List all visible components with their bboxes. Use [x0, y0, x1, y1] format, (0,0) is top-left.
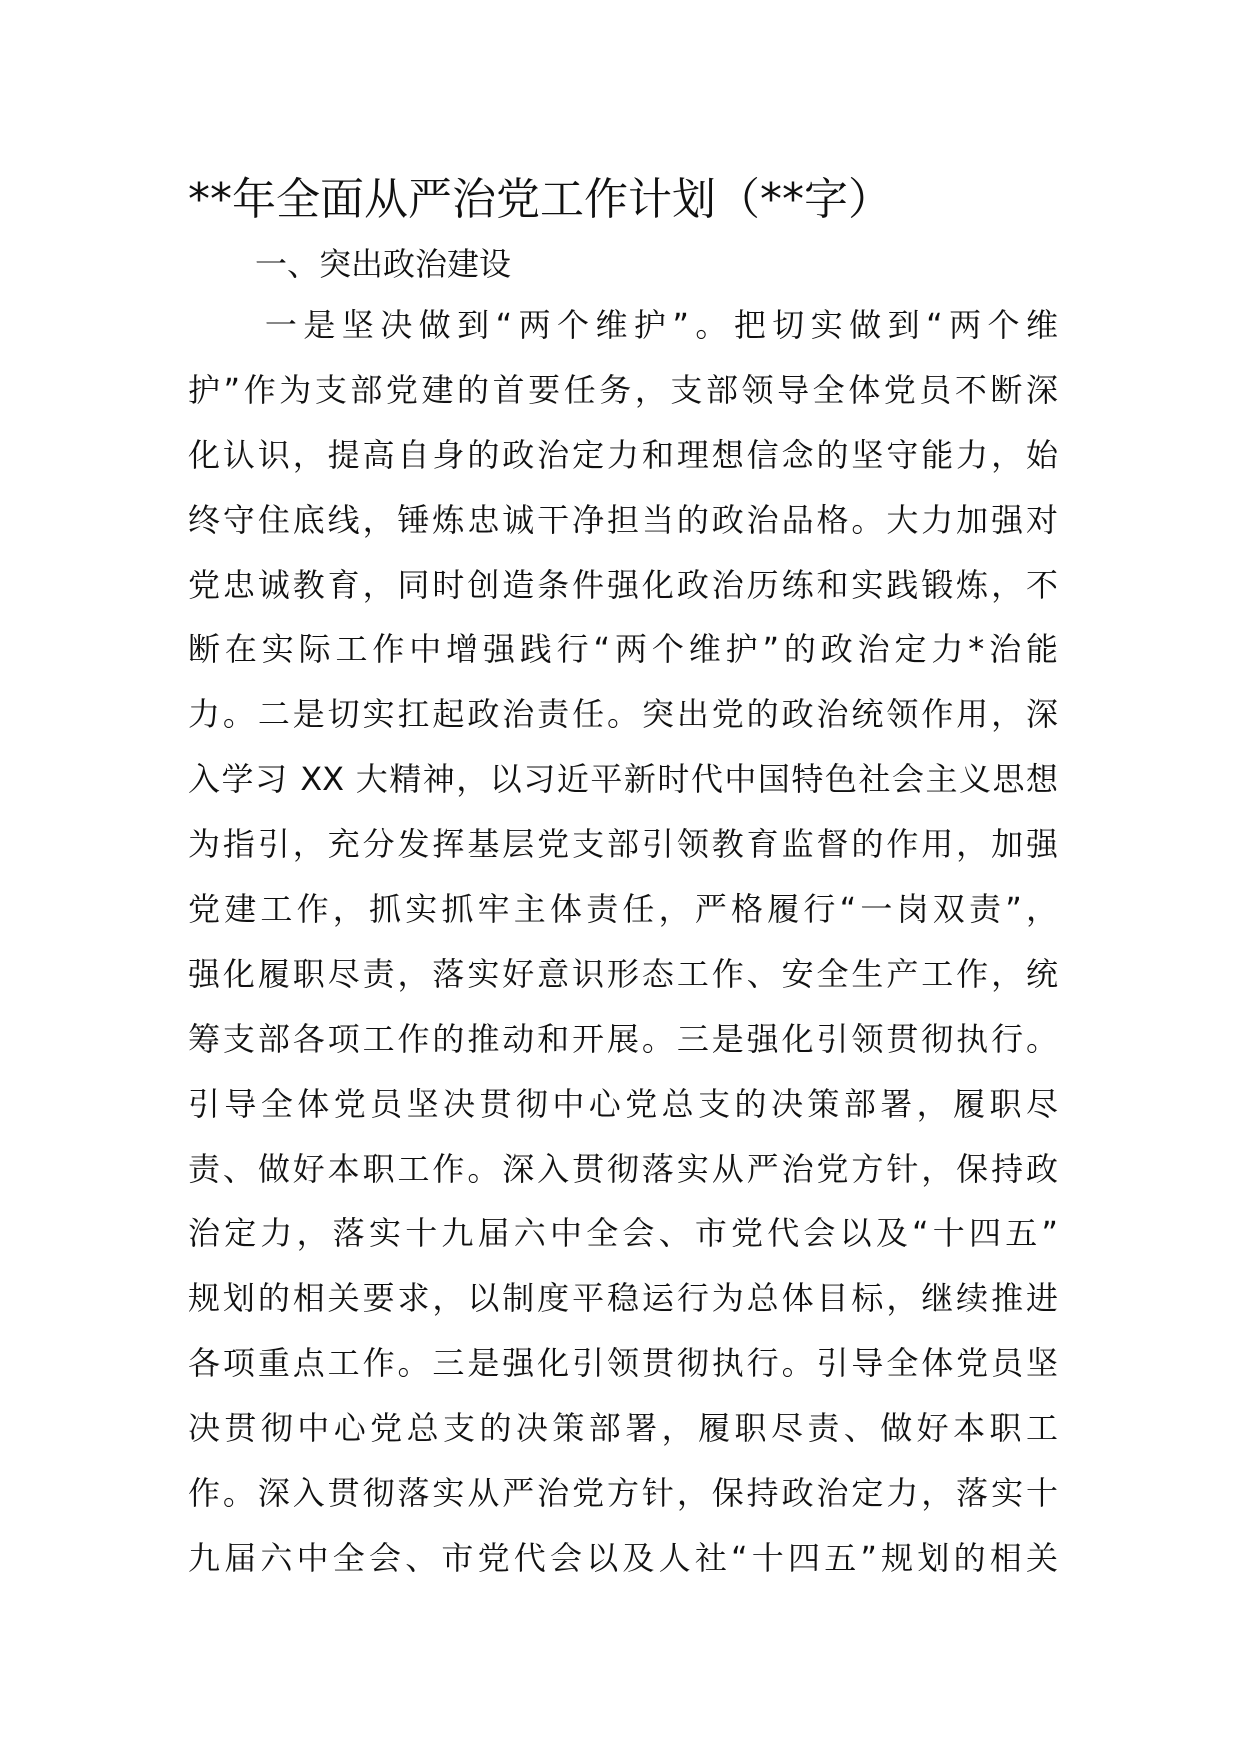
- text-line: 一是坚决做到“两个维护”。把切实做到“两个维: [188, 306, 1058, 344]
- text-line: 规划的相关要求，以制度平稳运行为总体目标，继续推进: [188, 1279, 1058, 1318]
- text-line: 入学习 XX 大精神，以习近平新时代中国特色社会主义思想: [188, 760, 1058, 799]
- document-title: **年全面从严治党工作计划（**字）: [188, 174, 892, 225]
- text-line: 责、做好本职工作。深入贯彻落实从严治党方针，保持政: [188, 1149, 1058, 1188]
- text-line: 党建工作，抓实抓牢主体责任，严格履行“一岗双责”，: [188, 890, 1058, 929]
- text-line: 筹支部各项工作的推动和开展。三是强化引领贯彻执行。: [188, 1019, 1058, 1058]
- text-line: 作。深入贯彻落实从严治党方针，保持政治定力，落实十: [188, 1474, 1058, 1513]
- text-line: 终守住底线，锤炼忠诚干净担当的政治品格。大力加强对: [188, 500, 1058, 539]
- text-line: 力。二是切实扛起政治责任。突出党的政治统领作用，深: [188, 695, 1058, 734]
- text-line: 各项重点工作。三是强化引领贯彻执行。引导全体党员坚: [188, 1344, 1058, 1383]
- text-line: 强化履职尽责，落实好意识形态工作、安全生产工作，统: [188, 954, 1058, 993]
- text-line: 为指引，充分发挥基层党支部引领教育监督的作用，加强: [188, 825, 1058, 864]
- text-line: 断在实际工作中增强践行“两个维护”的政治定力*治能: [188, 630, 1058, 669]
- text-line: 决贯彻中心党总支的决策部署，履职尽责、做好本职工: [188, 1409, 1058, 1448]
- text-line: 引导全体党员坚决贯彻中心党总支的决策部署，履职尽: [188, 1084, 1058, 1123]
- text-line: 党忠诚教育，同时创造条件强化政治历练和实践锻炼，不: [188, 565, 1058, 604]
- body-text: [188, 304, 1058, 1602]
- text-line: 化认识，提高自身的政治定力和理想信念的坚守能力，始: [188, 435, 1058, 474]
- section-heading: 一、突出政治建设: [255, 245, 512, 283]
- text-line: 九届六中全会、市党代会以及人社“十四五”规划的相关: [188, 1538, 1058, 1577]
- text-line: 治定力，落实十九届六中全会、市党代会以及“十四五”: [188, 1214, 1058, 1253]
- text-line: 护”作为支部党建的首要任务，支部领导全体党员不断深: [188, 370, 1058, 409]
